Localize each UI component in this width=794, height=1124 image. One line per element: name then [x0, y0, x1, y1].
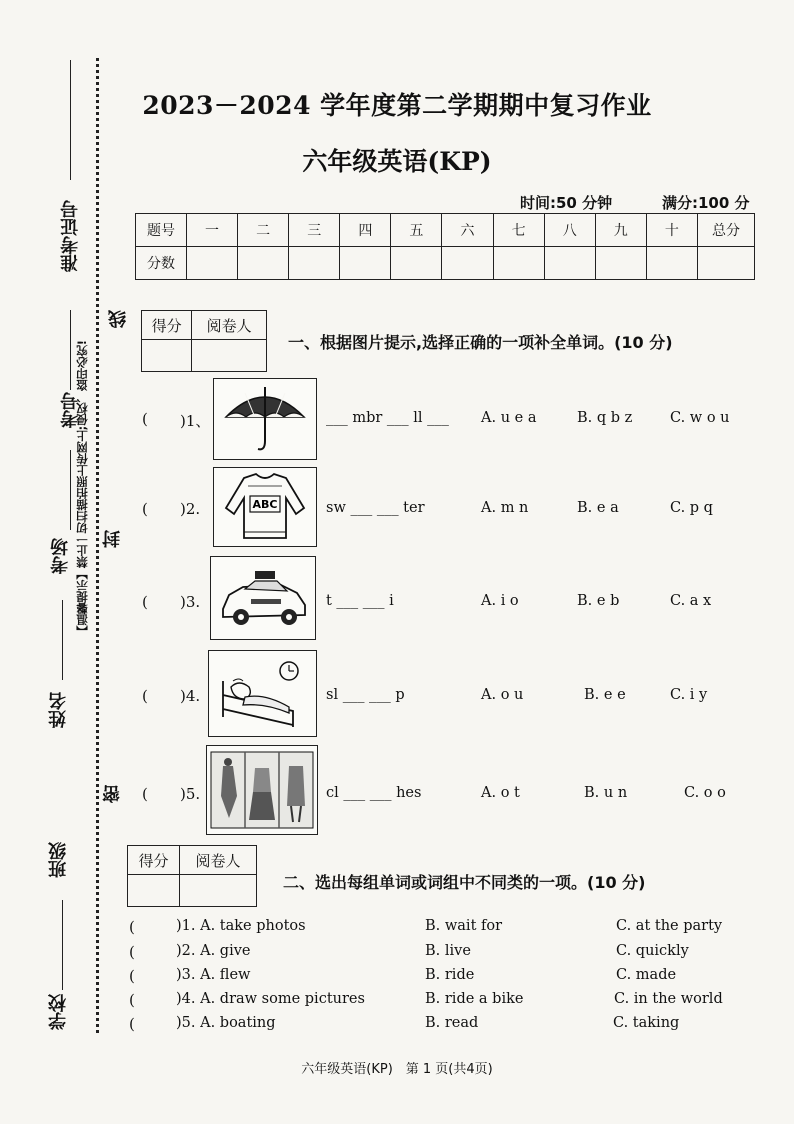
grader-score-cell[interactable]	[142, 340, 192, 372]
option-c[interactable]: C. i y	[670, 687, 708, 703]
answer-paren[interactable]: (	[129, 991, 135, 1009]
full-marks-label: 满分:100 分	[662, 194, 750, 212]
option-a[interactable]: A. u e a	[481, 410, 537, 426]
score-table-col: 三	[289, 214, 340, 247]
section1-title: 一、根据图片提示,选择正确的一项补全单词。(10 分)	[288, 333, 673, 352]
answer-paren[interactable]: (	[142, 593, 148, 611]
score-cell[interactable]	[340, 247, 391, 280]
score-cell[interactable]	[493, 247, 544, 280]
option-c[interactable]: C. o o	[684, 785, 726, 801]
class-label: 班级	[48, 842, 69, 878]
option-b[interactable]: B. ride	[425, 967, 475, 983]
answer-paren[interactable]: (	[142, 785, 148, 803]
grader-name-label: 阅卷人	[179, 846, 256, 875]
word-blank: t ___ ___ i	[326, 593, 394, 609]
option-a[interactable]: A. o t	[481, 785, 520, 801]
answer-paren[interactable]: (	[142, 687, 148, 705]
sleep-icon	[208, 650, 317, 737]
score-cell[interactable]	[646, 247, 697, 280]
score-table-col: 四	[340, 214, 391, 247]
grader-score-cell[interactable]	[128, 875, 180, 907]
umbrella-icon	[213, 378, 317, 460]
answer-paren[interactable]: (	[142, 410, 148, 428]
word-blank: cl ___ ___ hes	[326, 785, 422, 801]
name-label: 姓名	[48, 692, 69, 728]
option-b[interactable]: B. read	[425, 1015, 479, 1031]
option-a[interactable]: A. m n	[481, 500, 529, 516]
page-title: 2023－2024 学年度第二学期期中复习作业	[142, 91, 652, 120]
score-table-col: 七	[493, 214, 544, 247]
question-number: )2.	[180, 500, 201, 518]
option-c[interactable]: C. a x	[670, 593, 712, 609]
word-blank: sl ___ ___ p	[326, 687, 405, 703]
page-subtitle: 六年级英语(KP)	[302, 147, 492, 176]
option-a[interactable]: A. i o	[481, 593, 519, 609]
exam-id-label: 准考证号	[60, 200, 81, 272]
section2-grader-box	[127, 845, 257, 907]
clothes-icon	[206, 745, 318, 835]
time-label: 时间:50 分钟	[520, 194, 613, 212]
word-blank: sw ___ ___ ter	[326, 500, 425, 516]
page-footer: 六年级英语(KP) 第 1 页(共4页)	[301, 1062, 493, 1077]
question-number: )5.	[180, 785, 201, 803]
exam-no-blank	[70, 310, 71, 390]
grader-name-cell[interactable]	[192, 340, 267, 372]
option-b[interactable]: B. u n	[584, 785, 628, 801]
score-table-col: 八	[544, 214, 595, 247]
exam-no-label: 考号	[60, 392, 81, 428]
score-cell[interactable]	[187, 247, 238, 280]
score-cell[interactable]	[391, 247, 442, 280]
school-blank	[62, 900, 63, 990]
option-b[interactable]: B. e a	[577, 500, 619, 516]
option-c[interactable]: C. made	[616, 967, 677, 983]
section1-grader-box	[141, 310, 267, 372]
option-c[interactable]: C. p q	[670, 500, 713, 516]
score-cell[interactable]	[698, 247, 755, 280]
dense-mark: 密	[102, 785, 123, 803]
option-b[interactable]: B. wait for	[425, 918, 503, 934]
score-table-col: 九	[595, 214, 646, 247]
binding-dotted-line	[96, 58, 99, 1033]
answer-paren[interactable]: (	[142, 500, 148, 518]
question-option-a[interactable]: )3. A. flew	[176, 967, 251, 983]
name-blank	[62, 600, 63, 680]
answer-paren[interactable]: (	[129, 943, 135, 961]
section2-title: 二、选出每组单词或词组中不同类的一项。(10 分)	[283, 873, 646, 892]
question-option-a[interactable]: )4. A. draw some pictures	[176, 991, 365, 1007]
answer-paren[interactable]: (	[129, 918, 135, 936]
question-option-a[interactable]: )2. A. give	[176, 943, 251, 959]
taxi-icon	[210, 556, 316, 640]
copyright-notice: 【温馨提示】禁止一切扫描拍照上传网上;侵权、盗印必究!	[75, 340, 89, 638]
score-cell[interactable]	[595, 247, 646, 280]
score-table-row-header: 分数	[136, 247, 187, 280]
option-b[interactable]: B. ride a bike	[425, 991, 524, 1007]
option-c[interactable]: C. quickly	[616, 943, 689, 959]
score-table-col: 六	[442, 214, 493, 247]
option-c[interactable]: C. taking	[613, 1015, 680, 1031]
grader-name-cell[interactable]	[179, 875, 256, 907]
question-number: )4.	[180, 687, 201, 705]
exam-room-blank	[70, 450, 71, 530]
option-c[interactable]: C. at the party	[616, 918, 723, 934]
score-table-col: 十	[646, 214, 697, 247]
question-number: )1、	[180, 412, 211, 430]
school-label: 学校	[48, 994, 69, 1030]
grader-score-label: 得分	[128, 846, 180, 875]
score-cell[interactable]	[289, 247, 340, 280]
answer-paren[interactable]: (	[129, 967, 135, 985]
grader-score-label: 得分	[142, 311, 192, 340]
option-c[interactable]: C. in the world	[614, 991, 723, 1007]
score-cell[interactable]	[442, 247, 493, 280]
score-table-col: 一	[187, 214, 238, 247]
line-mark: 线	[108, 310, 129, 328]
option-a[interactable]: A. o u	[481, 687, 524, 703]
option-c[interactable]: C. w o u	[670, 410, 730, 426]
exam-room-label: 考场	[50, 538, 71, 574]
word-blank: ___ mbr ___ ll ___	[326, 410, 449, 426]
svg-text:ABC: ABC	[252, 498, 278, 511]
score-table-col: 五	[391, 214, 442, 247]
seal-mark: 封	[102, 530, 123, 548]
score-table-col: 二	[238, 214, 289, 247]
question-option-a[interactable]: )5. A. boating	[176, 1015, 276, 1031]
score-cell[interactable]	[238, 247, 289, 280]
sweater-icon	[213, 467, 317, 547]
option-b[interactable]: B. q b z	[577, 410, 633, 426]
option-b[interactable]: B. e e	[584, 687, 626, 703]
answer-paren[interactable]: (	[129, 1015, 135, 1033]
score-table-col: 总分	[698, 214, 755, 247]
option-b[interactable]: B. e b	[577, 593, 620, 609]
score-table	[135, 213, 755, 280]
question-number: )3.	[180, 593, 201, 611]
question-option-a[interactable]: )1. A. take photos	[176, 918, 306, 934]
option-b[interactable]: B. live	[425, 943, 471, 959]
score-table-row-header: 题号	[136, 214, 187, 247]
grader-name-label: 阅卷人	[192, 311, 267, 340]
score-cell[interactable]	[544, 247, 595, 280]
